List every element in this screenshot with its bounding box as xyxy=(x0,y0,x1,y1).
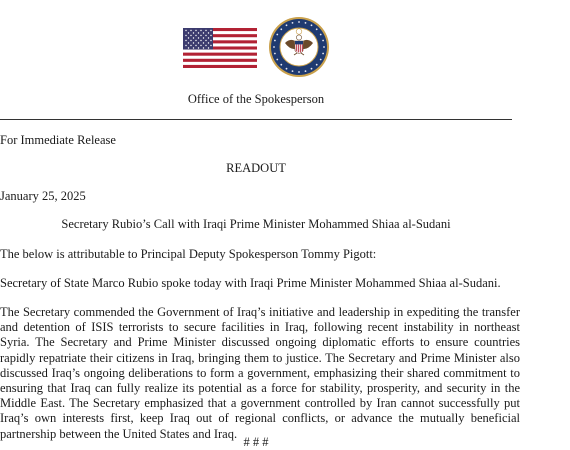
release-label: For Immediate Release xyxy=(0,133,116,147)
release-type: READOUT xyxy=(226,161,286,175)
office-heading: Office of the Spokesperson xyxy=(187,92,325,106)
body-paragraph: The Secretary commended the Government of Iraq’s initiative and leadership in expediting the transfer and detention of ISIS terrorists to secure facilities in Iraq, following recent instability in northeast Syria. The Secretary and Prime Minister discussed ongoing diplomatic efforts to ensure countries rapidly repatriate their citizens in Iraq, bringing them to justice. The Secretary and Prime Minister also discussed Iraq’s ongoing deliberations to form a government, emphasizing their shared commitment to ensuring that Iraq can fully realize its potential as a force for stability, prosperity, and security in the Middle East. The Secretary emphasized that a government controlled by Iran cannot successfully put Iraq’s own interests first, keep Iraq out of regional conflicts, or advance the mutually beneficial partnership between the United States and Iraq. xyxy=(0,305,520,441)
end-mark: # # # xyxy=(243,435,269,449)
lead-paragraph: Secretary of State Marco Rubio spoke today with Iraqi Prime Minister Mohammed Shiaa al-Sudani. xyxy=(0,276,501,290)
release-title: Secretary Rubio’s Call with Iraqi Prime Minister Mohammed Shiaa al-Sudani xyxy=(61,217,451,231)
release-date: January 25, 2025 xyxy=(0,189,86,203)
department-of-state-seal-icon xyxy=(268,16,330,78)
header-divider xyxy=(0,119,512,120)
us-flag-icon xyxy=(183,28,257,68)
attribution-text: The below is attributable to Principal Deputy Spokesperson Tommy Pigott: xyxy=(0,247,377,261)
